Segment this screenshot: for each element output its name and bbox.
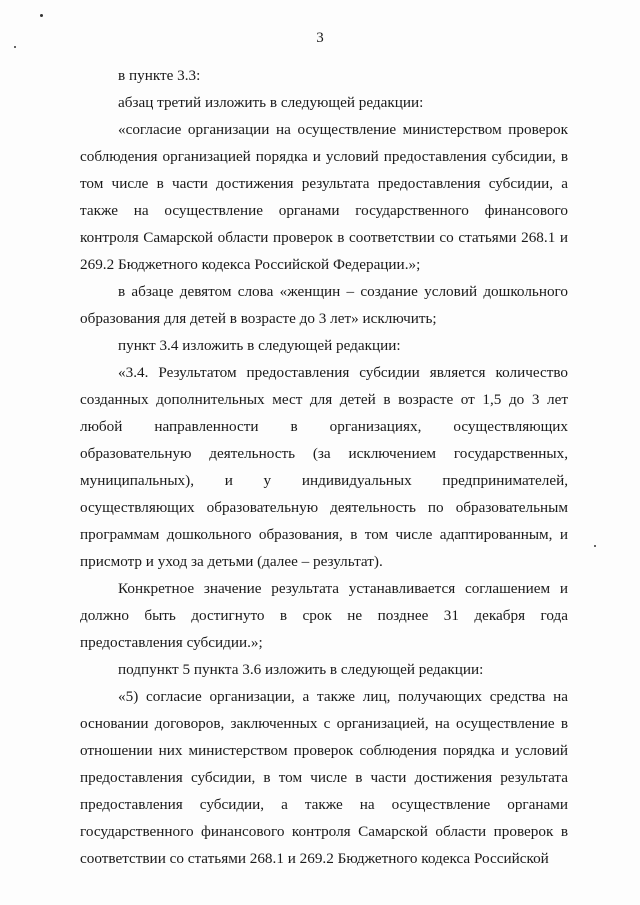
paragraph: Конкретное значение результата устанавливается соглашением и должно быть достигнуто в срок не позднее 31 декабря года предоставления субсидии.»; [80,580,568,651]
paragraph: в пункте 3.3: [118,67,201,84]
paragraph: «согласие организации на осуществление министерством проверок соблюдения организацией порядка и условий предоставления субсидии, в том числе в части достижения результата предоставления субсидии, а также на осуществление органами государственного финансового контроля Самарской области проверок в соответствии со статьями 268.1 и 269.2 Бюджетного кодекса Российской Федерации.»; [80,121,568,273]
paragraph: «3.4. Результатом предоставления субсидии является количество созданных дополнительных мест для детей в возрасте от 1,5 до 3 лет любой направленности в организациях, осуществляющих образовательную деятельность (за исключением государственных, муниципальных), и у индивидуальных предпринимателей, осуществляющих образовательную деятельность по образовательным программам дошкольного образования, в том числе адаптированным, и присмотр и уход за детьми (далее – результат). [80,364,568,570]
paragraph: пункт 3.4 изложить в следующей редакции: [118,337,401,354]
paragraph: подпункт 5 пункта 3.6 изложить в следующей редакции: [118,661,484,678]
paragraph: абзац третий изложить в следующей редакции: [118,94,424,111]
scan-speck [594,545,596,547]
scan-speck [40,14,43,17]
document-body [80,62,568,872]
page-number: 3 [316,30,324,46]
paragraph: «5) согласие организации, а также лиц, получающих средства на основании договоров, заключенных с организацией, на осуществление в отношении них министерством проверок соблюдения порядка и условий предоставления субсидии, в том числе в части достижения результата предоставления субсидии, а также на осуществление органами государственного финансового контроля Самарской области проверок в соответствии со статьями 268.1 и 269.2 Бюджетного кодекса Российской [80,688,568,867]
paragraph: в абзаце девятом слова «женщин – создание условий дошкольного образования для детей в возрасте до 3 лет» исключить; [80,283,568,327]
